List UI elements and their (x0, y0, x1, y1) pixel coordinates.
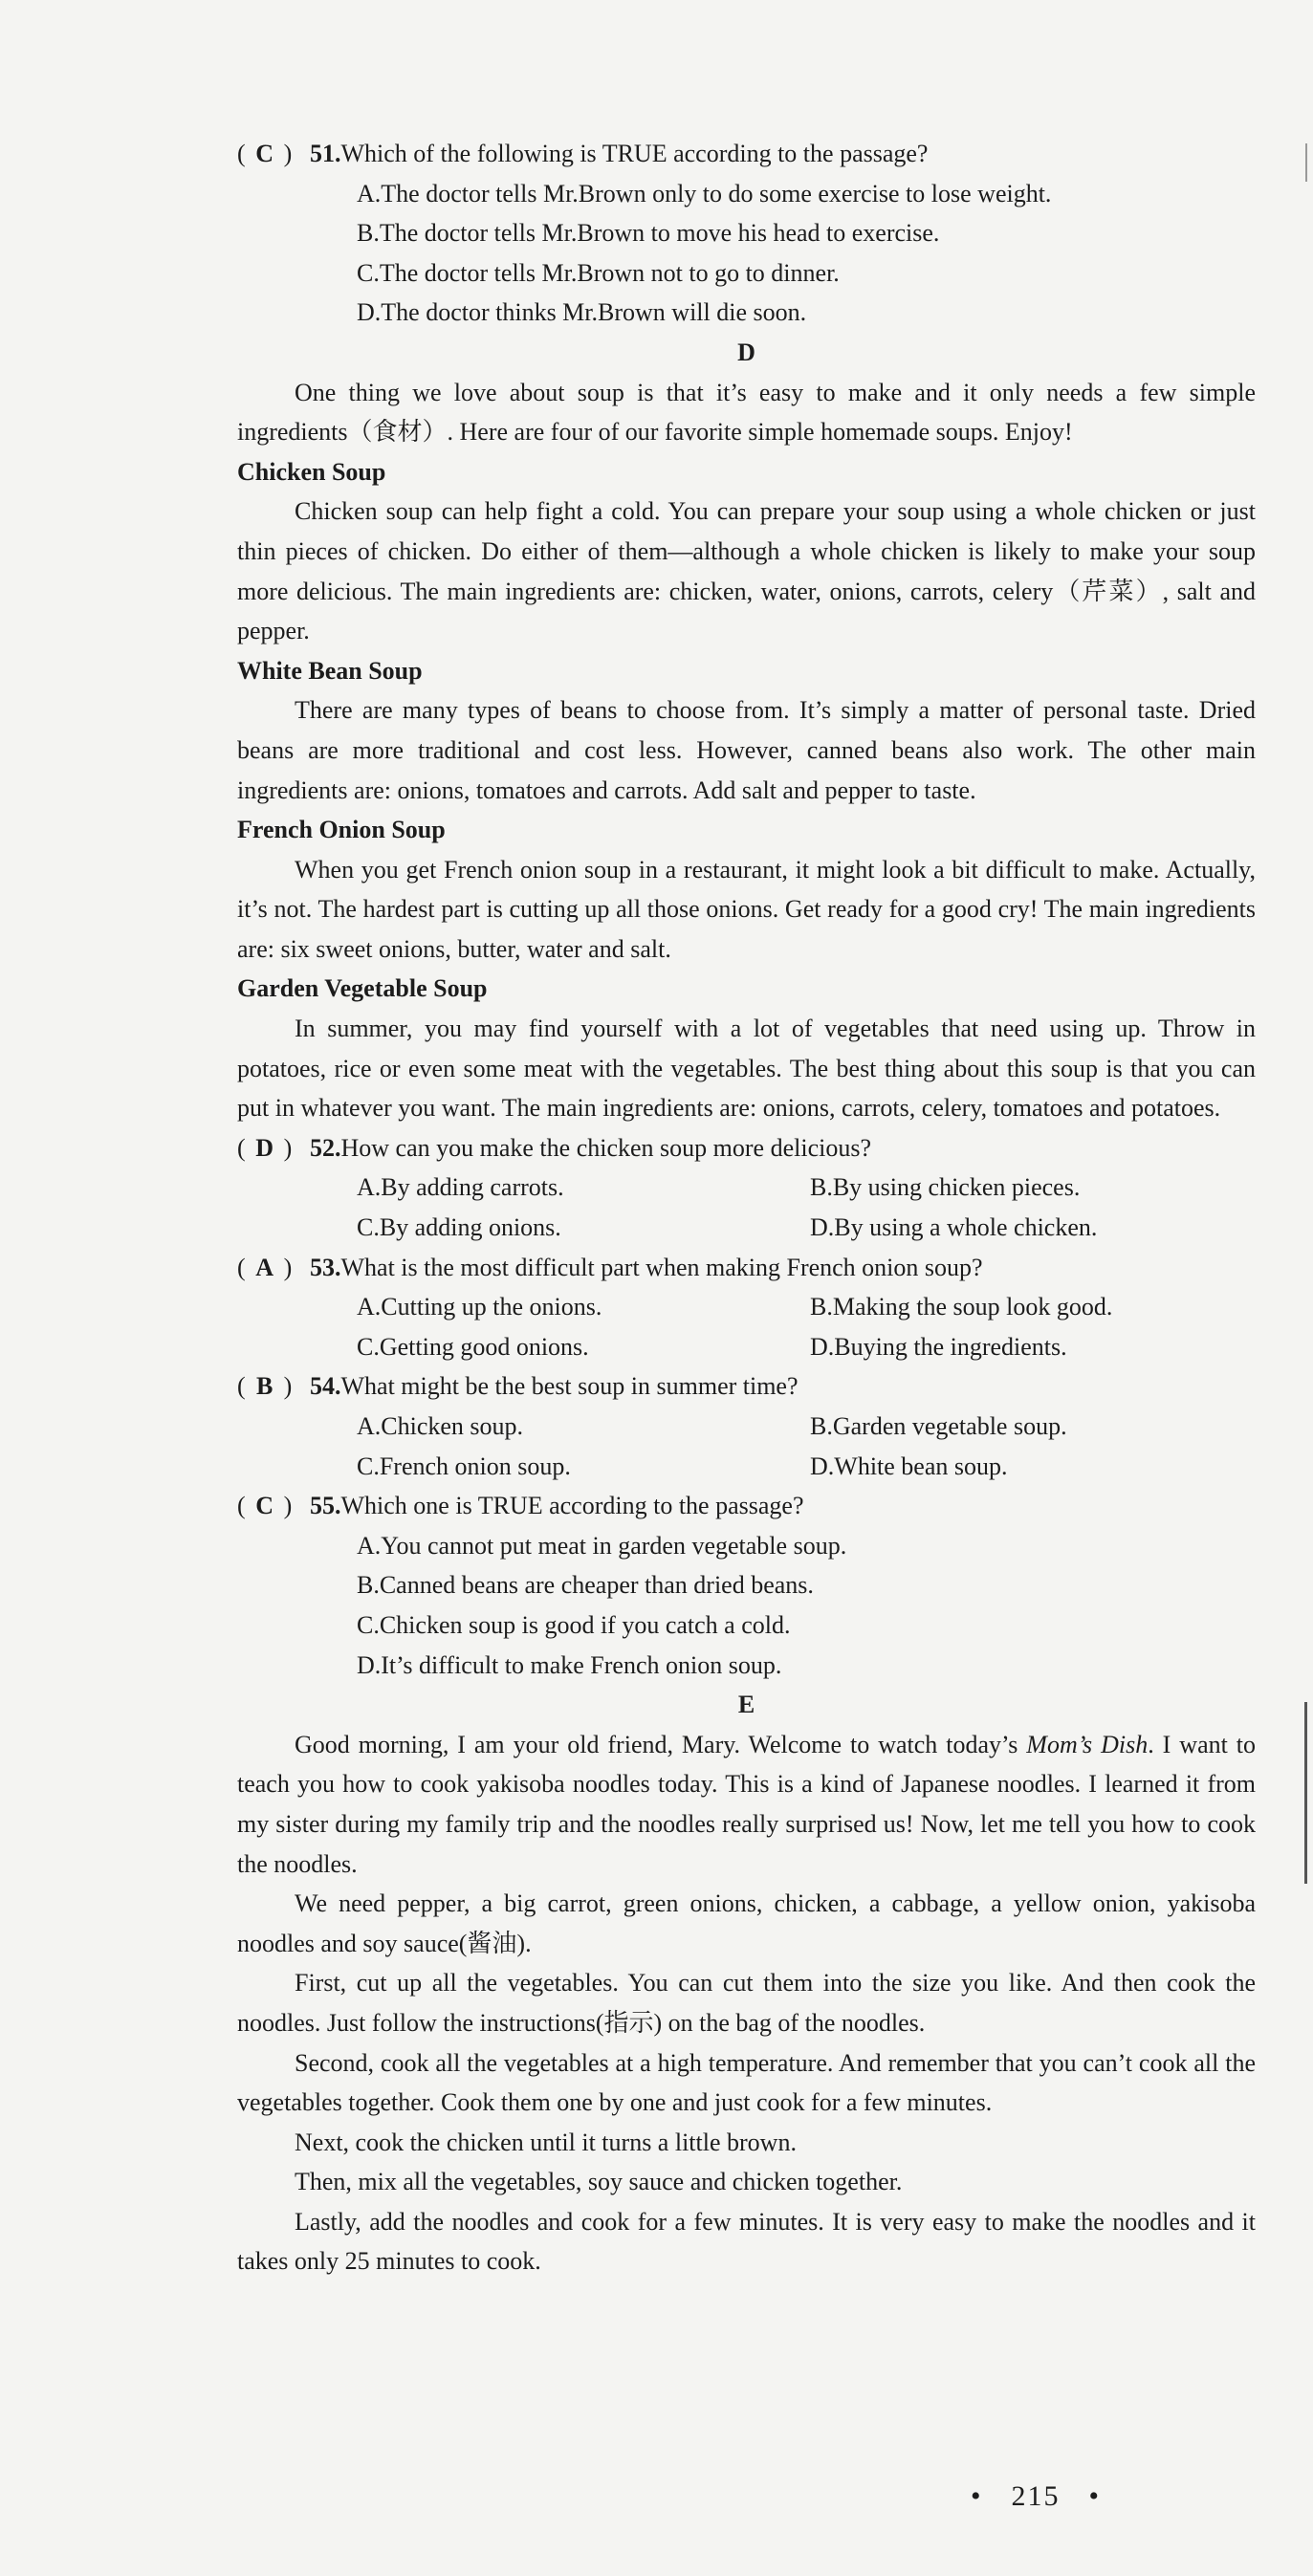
question-text: What might be the best soup in summer time? (340, 1372, 799, 1401)
paragraph-text: Good morning, I am your old friend, Mary. Welcome to watch today’s (295, 1730, 1018, 1758)
question-number: 54. (310, 1372, 341, 1401)
passage-paragraph: Chicken soup can help fight a cold. You can prepare your soup using a whole chicken or just thin pieces of chicken. Do either of them—although a whole chicken is likely to make your soup more delicious. The main ingredients are: chicken, water, onions, carrots, celery（芹菜）, salt and pepper. (237, 497, 1256, 645)
scan-artifact (1305, 143, 1307, 182)
question-stem (310, 134, 1256, 174)
answer-letter: C (255, 140, 274, 167)
question-number: 55. (310, 1492, 341, 1520)
option: D.White bean soup. (810, 1452, 1008, 1480)
option: C.Chicken soup is good if you catch a cold. (357, 1610, 791, 1639)
page-number-text: 215 (1011, 2480, 1061, 2512)
soup-title: French Onion Soup (237, 816, 446, 844)
option: B.Making the soup look good. (810, 1293, 1113, 1321)
question-text: What is the most difficult part when making French onion soup? (340, 1253, 983, 1281)
passage-paragraph: Second, cook all the vegetables at a high temperature. And remember that you can’t cook all the vegetables together. Cook them one by one and just cook for a few minutes. (237, 2048, 1256, 2117)
options-grid (357, 1168, 1256, 1247)
question-53 (237, 1248, 1256, 1288)
show-title: Mom’s Dish (1026, 1730, 1149, 1758)
soup-title: Chicken Soup (237, 457, 386, 486)
page-number (942, 2477, 1129, 2517)
passage-paragraph: Next, cook the chicken until it turns a little brown. (295, 2128, 797, 2156)
paragraph-text: . I want to teach you how to cook yakisoba noodles today. This is a kind of Japanese noodles. I learned it from my sister during my family trip and the noodles really surprised us! Now, let me tell you how to cook the noodles. (237, 1730, 1257, 1878)
option: A.By adding carrots. (357, 1173, 564, 1202)
scan-artifact (1304, 1702, 1307, 1884)
question-number: 53. (310, 1253, 341, 1281)
answer-letter: A (255, 1253, 274, 1281)
soup-title: Garden Vegetable Soup (237, 974, 488, 1003)
option: B.Canned beans are cheaper than dried beans. (357, 1571, 814, 1600)
question-text: Which of the following is TRUE according to the passage? (340, 140, 929, 167)
question-55 (237, 1486, 1256, 1526)
question-number: 52. (310, 1133, 341, 1162)
passage-paragraph (237, 1725, 1256, 1884)
answer-bracket: ( D ) (237, 1128, 292, 1168)
passage-paragraph: Then, mix all the vegetables, soy sauce and chicken together. (295, 2168, 903, 2196)
question-52 (237, 1128, 1256, 1168)
section-heading: D (737, 338, 755, 366)
question-number: 51. (310, 140, 341, 167)
answer-letter: C (255, 1492, 274, 1520)
passage-paragraph: When you get French onion soup in a restaurant, it might look a bit difficult to make. Actually, it’s not. The hardest part is cutting up all those onions. Get ready for a good cry! The main ingredients are: six sweet onions, butter, water and salt. (237, 855, 1256, 963)
option: B.The doctor tells Mr.Brown to move his head to exercise. (357, 219, 940, 248)
question-51 (237, 134, 1256, 174)
option: A.You cannot put meat in garden vegetable soup. (357, 1531, 847, 1560)
question-stem (310, 1366, 1256, 1407)
option: B.Garden vegetable soup. (810, 1412, 1067, 1440)
passage-paragraph: We need pepper, a big carrot, green onions, chicken, a cabbage, a yellow onion, yakisoba noodles and soy sauce(酱油). (237, 1889, 1256, 1957)
option: D.The doctor thinks Mr.Brown will die soon. (357, 298, 807, 327)
option: D.It’s difficult to make French onion soup. (357, 1650, 782, 1679)
answer-bracket: ( A ) (237, 1248, 292, 1288)
section-heading: E (737, 1691, 755, 1719)
question-stem (310, 1486, 1256, 1526)
options-grid (357, 1287, 1256, 1366)
option: C.French onion soup. (357, 1452, 571, 1480)
bullet: • (1088, 2480, 1102, 2512)
passage-paragraph: There are many types of beans to choose from. It’s simply a matter of personal taste. Dried beans are more traditional and cost less. However, canned beans also work. The other main ingredients are: onions, tomatoes and carrots. Add salt and pepper to taste. (237, 696, 1256, 804)
question-text: Which one is TRUE according to the passage? (340, 1492, 804, 1520)
option: C.Getting good onions. (357, 1332, 589, 1361)
question-54 (237, 1366, 1256, 1407)
option: C.By adding onions. (357, 1213, 561, 1242)
passage-paragraph: In summer, you may find yourself with a lot of vegetables that need using up. Throw in potatoes, rice or even some meat with the vegetables. The best thing about this soup is that you can put in whatever you want. The main ingredients are: onions, carrots, celery, tomatoes and potatoes. (237, 1015, 1256, 1123)
option: A.Chicken soup. (357, 1412, 524, 1440)
option: D.By using a whole chicken. (810, 1213, 1098, 1242)
passage-paragraph: First, cut up all the vegetables. You can cut them into the size you like. And then cook the noodles. Just follow the instructions(指示) on the bag of the noodles. (237, 1969, 1256, 2037)
option: D.Buying the ingredients. (810, 1332, 1067, 1361)
question-stem (310, 1248, 1256, 1288)
option: A.The doctor tells Mr.Brown only to do some exercise to lose weight. (357, 179, 1052, 207)
option: C.The doctor tells Mr.Brown not to go to dinner. (357, 258, 840, 287)
option: A.Cutting up the onions. (357, 1293, 602, 1321)
options-grid (357, 1407, 1256, 1486)
question-stem (310, 1128, 1256, 1168)
soup-title: White Bean Soup (237, 656, 423, 685)
answer-bracket: ( C ) (237, 134, 292, 174)
option: B.By using chicken pieces. (810, 1173, 1081, 1202)
bullet: • (971, 2480, 983, 2512)
question-text: How can you make the chicken soup more delicious? (340, 1133, 871, 1162)
answer-letter: B (256, 1372, 274, 1401)
answer-bracket: ( C ) (237, 1486, 292, 1526)
passage-paragraph: One thing we love about soup is that it’s easy to make and it only needs a few simple ingredients（食材）. Here are four of our favorite simple homemade soups. Enjoy! (237, 378, 1256, 447)
passage-paragraph: Lastly, add the noodles and cook for a few minutes. It is very easy to make the noodles and it takes only 25 minutes to cook. (237, 2207, 1256, 2276)
answer-bracket: ( B ) (237, 1366, 292, 1407)
answer-letter: D (255, 1133, 274, 1162)
